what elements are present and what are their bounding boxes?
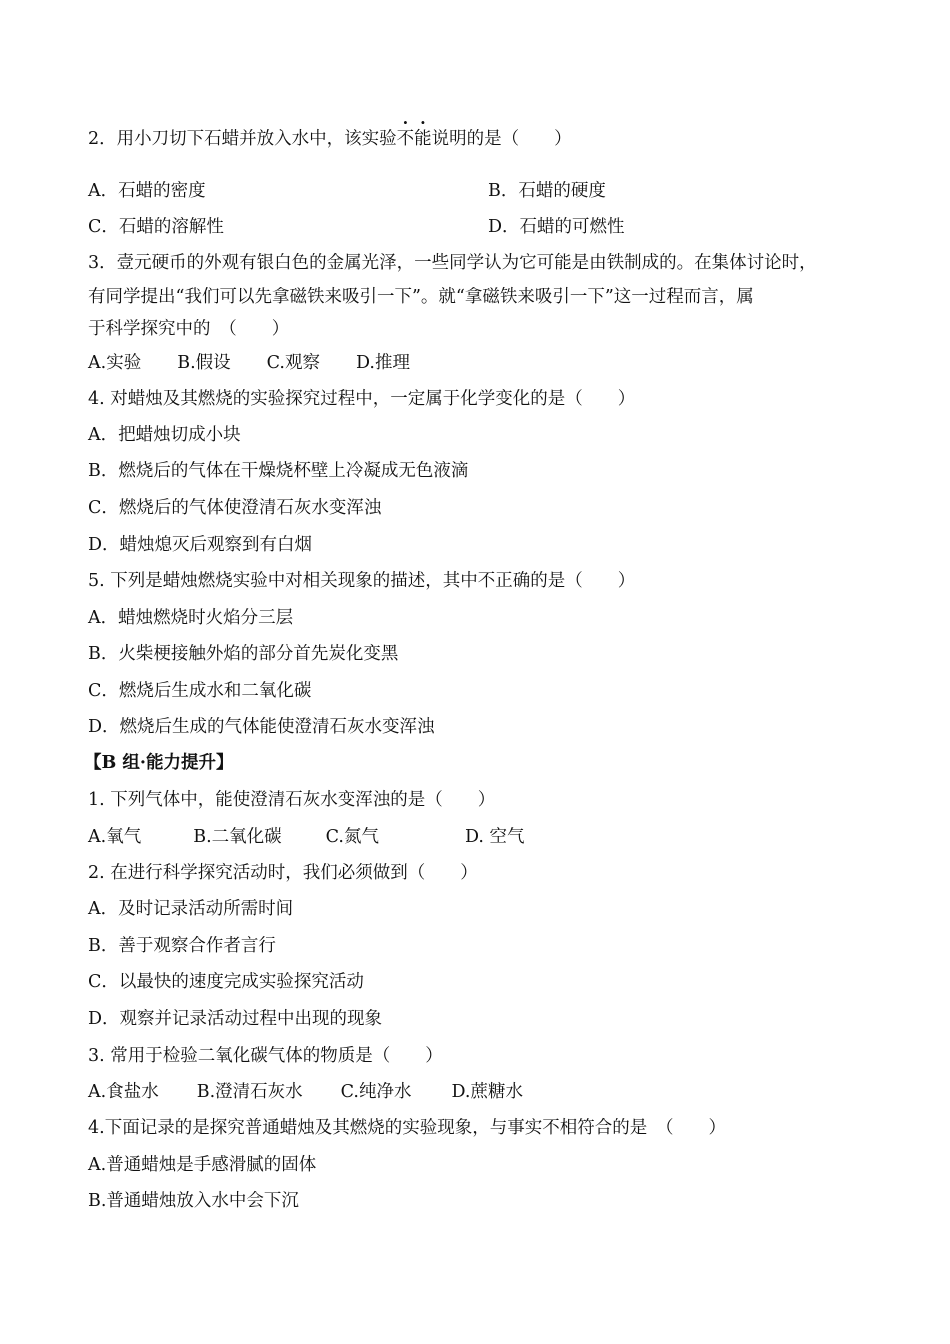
question-5-stem: 5. 下列是蜡烛燃烧实验中对相关现象的描述，其中不正确的是（ ）	[88, 571, 636, 591]
b-question-1-options	[88, 826, 525, 848]
b-question-3-option-b: B.澄清石灰水	[196, 1082, 303, 1102]
question-4-option-b: B．燃烧后的气体在干燥烧杯壁上冷凝成无色液滴	[88, 461, 469, 481]
question-4-option-a: A．把蜡烛切成小块	[88, 425, 241, 445]
question-2-option-b: B．石蜡的硬度	[488, 181, 606, 201]
b-question-1-stem: 1. 下列气体中，能使澄清石灰水变浑浊的是（ ）	[88, 790, 496, 810]
b-question-1-option-d: D. 空气	[464, 827, 525, 847]
section-b-heading: 【B 组·能力提升】	[84, 753, 234, 773]
b-question-1-option-b: B.二氧化碳	[193, 827, 282, 847]
question-2-option-d: D．石蜡的可燃性	[488, 217, 625, 237]
emphasis-char: 不	[396, 129, 415, 149]
question-3-stem-line-2: 有同学提出“我们可以先拿磁铁来吸引一下”。就“拿磁铁来吸引一下”这一过程而言，属	[88, 287, 754, 307]
b-question-4-option-b: B.普通蜡烛放入水中会下沉	[88, 1191, 299, 1211]
question-2-option-a: A．石蜡的密度	[88, 181, 206, 201]
question-3-stem-line-1: 3．壹元硬币的外观有银白色的金属光泽，一些同学认为它可能是由铁制成的。在集体讨论时，	[88, 253, 817, 273]
question-5-option-d: D．燃烧后生成的气体能使澄清石灰水变浑浊	[88, 717, 435, 737]
b-question-1-option-a: A.氧气	[88, 827, 142, 847]
b-question-3-option-d: D.蔗糖水	[451, 1082, 523, 1102]
question-3-option-b: B.假设	[177, 353, 231, 373]
question-4-option-d: D．蜡烛熄灭后观察到有白烟	[88, 535, 313, 555]
question-4-option-c: C．燃烧后的气体使澄清石灰水变浑浊	[88, 498, 382, 518]
b-question-2-option-a: A．及时记录活动所需时间	[88, 899, 294, 919]
b-question-3-stem: 3. 常用于检验二氧化碳气体的物质是（ ）	[88, 1046, 443, 1066]
b-question-3-options	[88, 1081, 523, 1103]
b-question-3-option-a: A.食盐水	[88, 1082, 159, 1102]
question-3-options	[88, 352, 410, 374]
question-2-stem: 2．用小刀切下石蜡并放入水中，该实验不能说明的是（ ）	[88, 129, 572, 149]
question-3-option-a: A.实验	[88, 353, 142, 373]
question-5-option-b: B．火柴梗接触外焰的部分首先炭化变黑	[88, 644, 399, 664]
b-question-2-option-b: B．善于观察合作者言行	[88, 936, 276, 956]
b-question-2-option-d: D．观察并记录活动过程中出现的现象	[88, 1009, 383, 1029]
b-question-4-stem: 4.下面记录的是探究普通蜡烛及其燃烧的实验现象，与事实不相符合的是 （ ）	[88, 1118, 726, 1138]
question-3-option-c: C.观察	[266, 353, 320, 373]
b-question-1-option-c: C.氮气	[325, 827, 379, 847]
question-3-stem-line-3: 于科学探究中的 （ ）	[88, 319, 290, 339]
question-5-option-c: C．燃烧后生成水和二氧化碳	[88, 681, 312, 701]
b-question-4-option-a: A.普通蜡烛是手感滑腻的固体	[88, 1155, 317, 1175]
question-5-option-a: A．蜡烛燃烧时火焰分三层	[88, 608, 294, 628]
b-question-2-option-c: C．以最快的速度完成实验探究活动	[88, 972, 364, 992]
question-2-option-c: C．石蜡的溶解性	[88, 217, 224, 237]
b-question-2-stem: 2. 在进行科学探究活动时，我们必须做到（ ）	[88, 863, 478, 883]
b-question-3-option-c: C.纯净水	[340, 1082, 412, 1102]
question-4-stem: 4. 对蜡烛及其燃烧的实验探究过程中，一定属于化学变化的是（ ）	[88, 389, 636, 409]
emphasis-char: 能	[414, 129, 432, 149]
question-3-option-d: D.推理	[355, 353, 410, 373]
